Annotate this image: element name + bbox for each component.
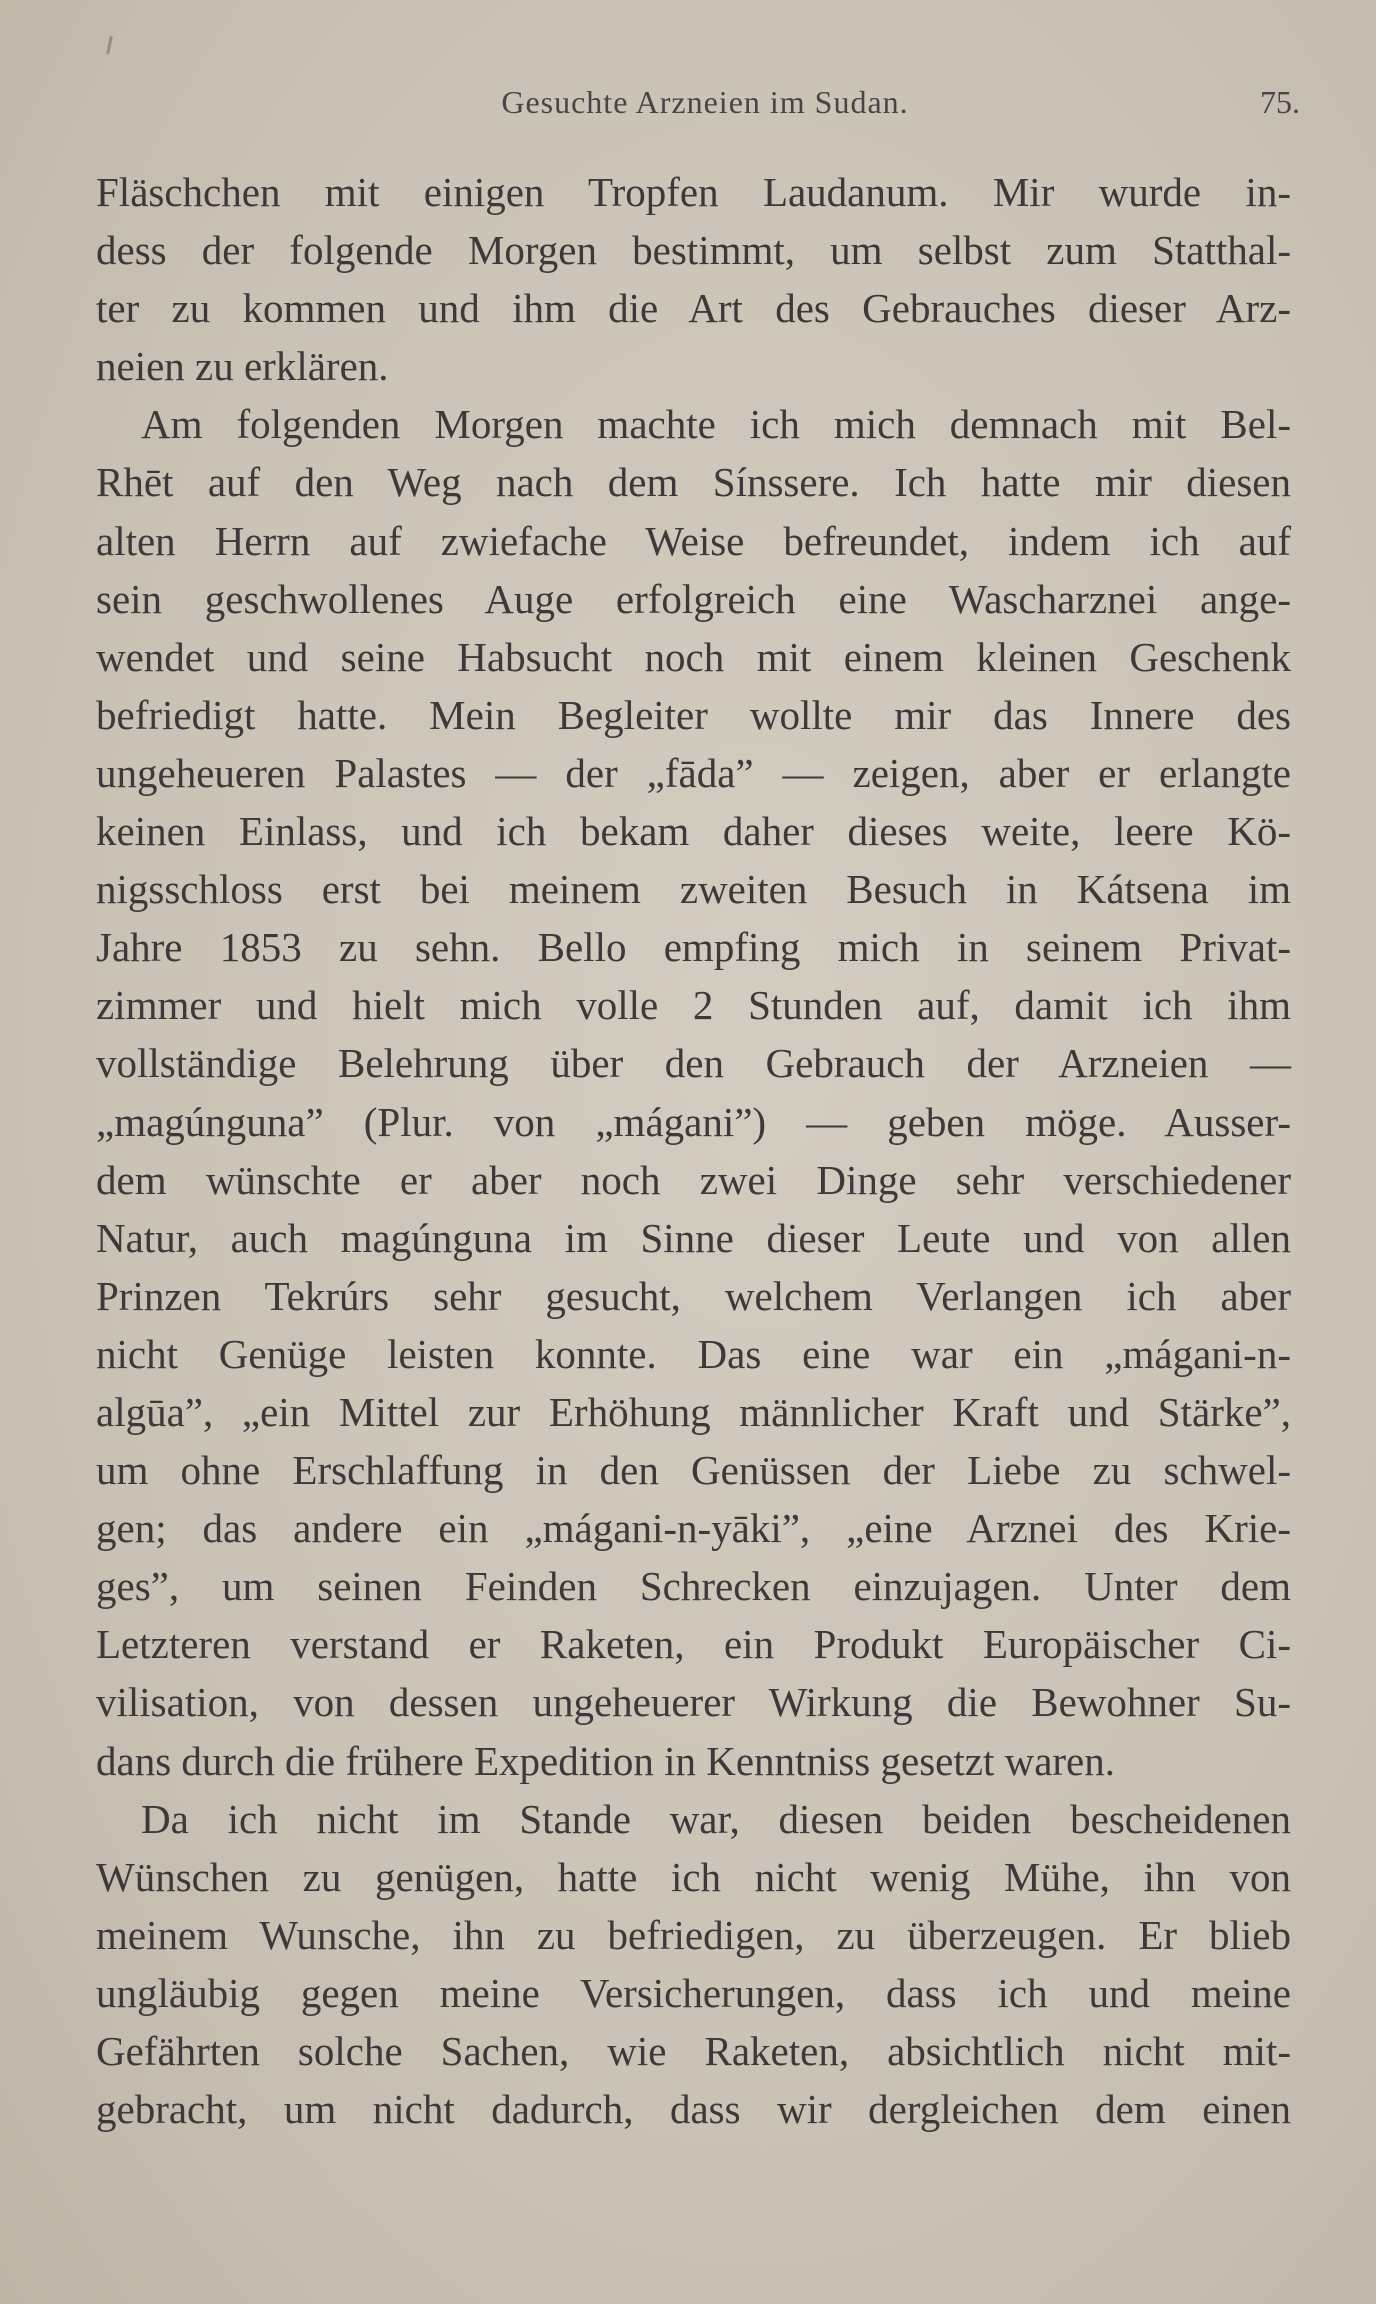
text-line: Am folgenden Morgen machte ich mich demnach mit Bel- [141, 401, 1291, 448]
text-line: ungläubig gegen meine Versicherungen, dass ich und meine [96, 1969, 1291, 2016]
text-line: sein geschwollenes Auge erfolgreich eine Wascharznei ange- [96, 575, 1291, 622]
text-line: keinen Einlass, und ich bekam daher dieses weite, leere Kö- [96, 808, 1291, 855]
text-line: meinem Wunsche, ihn zu befriedigen, zu überzeugen. Er blieb [96, 1911, 1291, 1958]
text-line: Letzteren verstand er Raketen, ein Produkt Europäischer Ci- [96, 1621, 1291, 1668]
page-number: 75. [1260, 84, 1300, 120]
text-line: nicht Genüge leisten konnte. Das eine war ein „mágani-n- [96, 1330, 1291, 1377]
text-line: „magúnguna” (Plur. von „mágani”) — geben möge. Ausser- [96, 1098, 1291, 1145]
body-text [96, 163, 1291, 2138]
text-line: dans durch die frühere Expedition in Kenntniss gesetzt waren. [96, 1737, 1115, 1784]
running-head-title: Gesuchte Arzneien im Sudan. [501, 84, 909, 120]
text-line: wendet und seine Habsucht noch mit einem kleinen Geschenk [96, 633, 1291, 680]
text-line: ungeheueren Palastes — der „fāda” — zeigen, aber er erlangte [96, 749, 1291, 796]
text-line: dess der folgende Morgen bestimmt, um selbst zum Statthal- [96, 227, 1291, 274]
text-line: Rhēt auf den Weg nach dem Sínssere. Ich hatte mir diesen [96, 459, 1291, 506]
text-line: vilisation, von dessen ungeheuerer Wirkung die Bewohner Su- [96, 1679, 1291, 1726]
text-line: dem wünschte er aber noch zwei Dinge sehr verschiedener [96, 1156, 1291, 1203]
running-head [110, 84, 1300, 134]
text-line: Jahre 1853 zu sehn. Bello empfing mich in seinem Privat- [96, 924, 1291, 971]
text-line: nigsschloss erst bei meinem zweiten Besuch in Kátsena im [96, 866, 1291, 913]
text-line: zimmer und hielt mich volle 2 Stunden auf, damit ich ihm [96, 982, 1291, 1029]
text-line: gen; das andere ein „mágani-n-yāki”, „eine Arznei des Krie- [96, 1505, 1291, 1552]
text-line: vollständige Belehrung über den Gebrauch der Arzneien — [96, 1040, 1291, 1087]
text-line: befriedigt hatte. Mein Begleiter wollte mir das Innere des [96, 691, 1291, 738]
text-line: um ohne Erschlaffung in den Genüssen der Liebe zu schwel- [96, 1447, 1291, 1494]
paragraph-3 [96, 1790, 1291, 2139]
text-line: alten Herrn auf zwiefache Weise befreundet, indem ich auf [96, 517, 1291, 564]
text-line: ter zu kommen und ihm die Art des Gebrauches dieser Arz- [96, 285, 1291, 332]
ink-speck [106, 36, 113, 54]
text-line: Gefährten solche Sachen, wie Raketen, absichtlich nicht mit- [96, 2028, 1291, 2074]
text-line: ges”, um seinen Feinden Schrecken einzujagen. Unter dem [96, 1563, 1291, 1610]
text-line: Da ich nicht im Stande war, diesen beiden bescheidenen [141, 1795, 1291, 1842]
paragraph-2 [96, 395, 1291, 1789]
text-line: Natur, auch magúnguna im Sinne dieser Leute und von allen [96, 1214, 1291, 1261]
text-line: algūa”, „ein Mittel zur Erhöhung männlicher Kraft und Stärke”, [96, 1388, 1291, 1435]
text-line: neien zu erklären. [96, 343, 389, 390]
text-line: Prinzen Tekrúrs sehr gesucht, welchem Verlangen ich aber [96, 1272, 1291, 1319]
text-line: gebracht, um nicht dadurch, dass wir dergleichen dem einen [96, 2086, 1291, 2133]
text-line: Wünschen zu genügen, hatte ich nicht wenig Mühe, ihn von [96, 1853, 1291, 1900]
paragraph-1 [96, 163, 1291, 395]
text-line: Fläschchen mit einigen Tropfen Laudanum. Mir wurde in- [96, 169, 1291, 215]
